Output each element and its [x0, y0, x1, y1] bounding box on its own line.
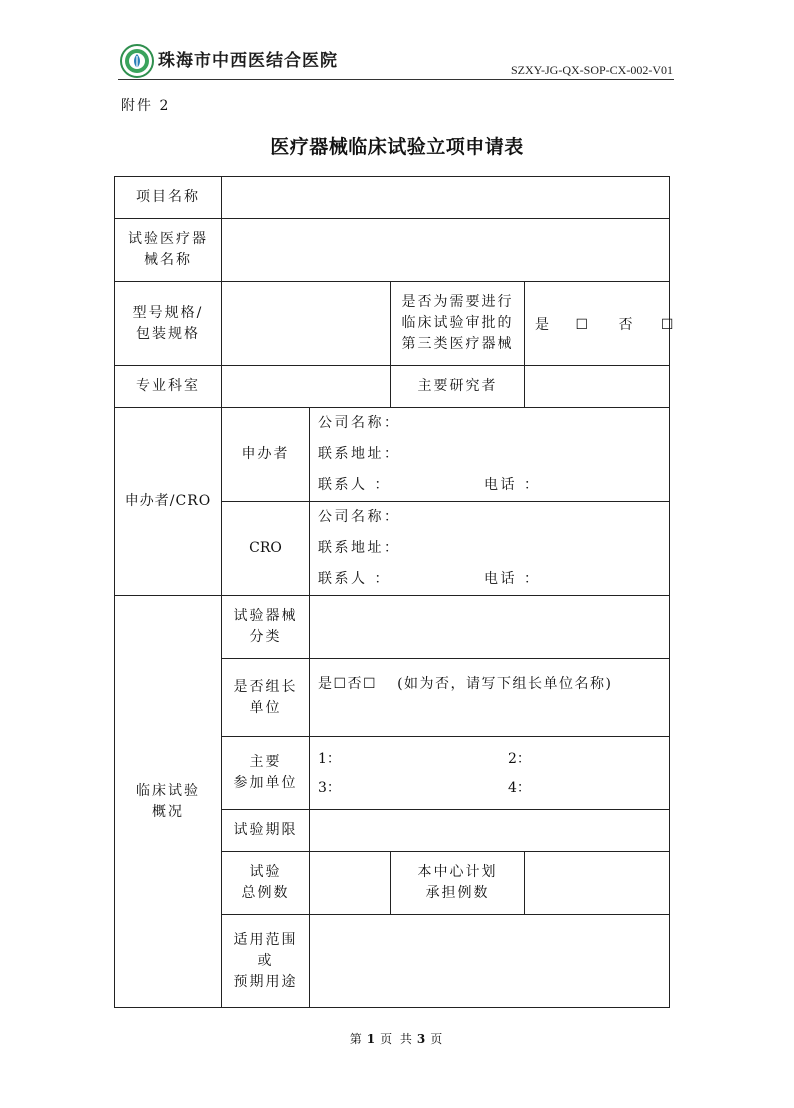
device-name-label: 试验医疗器 械名称: [115, 219, 222, 282]
sponsor-contact: 联系人 ： 电话 ：: [318, 477, 541, 493]
project-name-label: 项目名称: [115, 177, 222, 219]
attachment-label: 附件 2: [121, 98, 171, 114]
cro-contact: 联系人 ： 电话 ：: [318, 571, 541, 587]
header-divider: [118, 79, 674, 80]
duration-label: 试验期限: [222, 810, 310, 852]
cro-company: 公司名称：: [318, 509, 401, 525]
sponsor-address: 联系地址：: [318, 446, 401, 462]
main-units-label: 主要 参加单位: [222, 737, 310, 810]
device-class-label: 试验器械 分类: [222, 596, 310, 659]
center-cases-field[interactable]: [525, 852, 670, 915]
class3-yes-label: 是: [535, 316, 549, 333]
cro-label: CRO: [222, 502, 310, 596]
class3-yes-checkbox[interactable]: ☐: [575, 316, 589, 333]
leader-unit-field[interactable]: [310, 659, 670, 737]
pi-field[interactable]: [525, 366, 670, 408]
leader-unit-label: 是否组长 单位: [222, 659, 310, 737]
total-cases-field[interactable]: [310, 852, 391, 915]
clinical-overview-label: 临床试验 概况: [115, 596, 222, 1008]
main-units-field[interactable]: 1： 2： 3： 4：: [310, 737, 670, 810]
page-title: 医疗器械临床试验立项申请表: [270, 136, 524, 158]
leader-note: (如为否，请写下组长单位名称): [397, 676, 613, 692]
duration-field[interactable]: [310, 810, 670, 852]
device-class-field[interactable]: [310, 596, 670, 659]
project-name-field[interactable]: [222, 177, 670, 219]
sponsor-company: 公司名称：: [318, 415, 401, 431]
cro-info[interactable]: [310, 502, 670, 596]
class3-no-label: 否: [618, 316, 633, 333]
class3-yes-no: [525, 282, 674, 366]
hospital-name: 珠海市中西医结合医院: [158, 51, 338, 71]
scope-label: 适用范围 或 预期用途: [222, 915, 310, 1008]
sponsor-cro-label: 申办者/CRO: [115, 408, 222, 596]
application-form-table: [114, 176, 674, 1008]
class3-no-checkbox[interactable]: ☐: [660, 316, 674, 333]
pi-label: 主要研究者: [391, 366, 525, 408]
hospital-logo-icon: [120, 44, 154, 78]
device-name-field[interactable]: [222, 219, 670, 282]
document-code: SZXY-JG-QX-SOP-CX-002-V01: [511, 63, 673, 77]
cro-address: 联系地址：: [318, 540, 401, 556]
class3-device-label: 是否为需要进行 临床试验审批的 第三类医疗器械: [391, 282, 525, 366]
page-footer: 第 1 页 共 3 页: [349, 1032, 445, 1046]
leader-yes-no: 是☐否☐: [318, 676, 378, 692]
model-spec-label: 型号规格/ 包装规格: [115, 282, 222, 366]
sponsor-info[interactable]: [310, 408, 670, 502]
scope-field[interactable]: [310, 915, 670, 1008]
center-cases-label: 本中心计划 承担例数: [391, 852, 525, 915]
total-cases-label: 试验 总例数: [222, 852, 310, 915]
model-spec-field[interactable]: [222, 282, 391, 366]
department-label: 专业科室: [115, 366, 222, 408]
department-field[interactable]: [222, 366, 391, 408]
sponsor-label: 申办者: [222, 408, 310, 502]
